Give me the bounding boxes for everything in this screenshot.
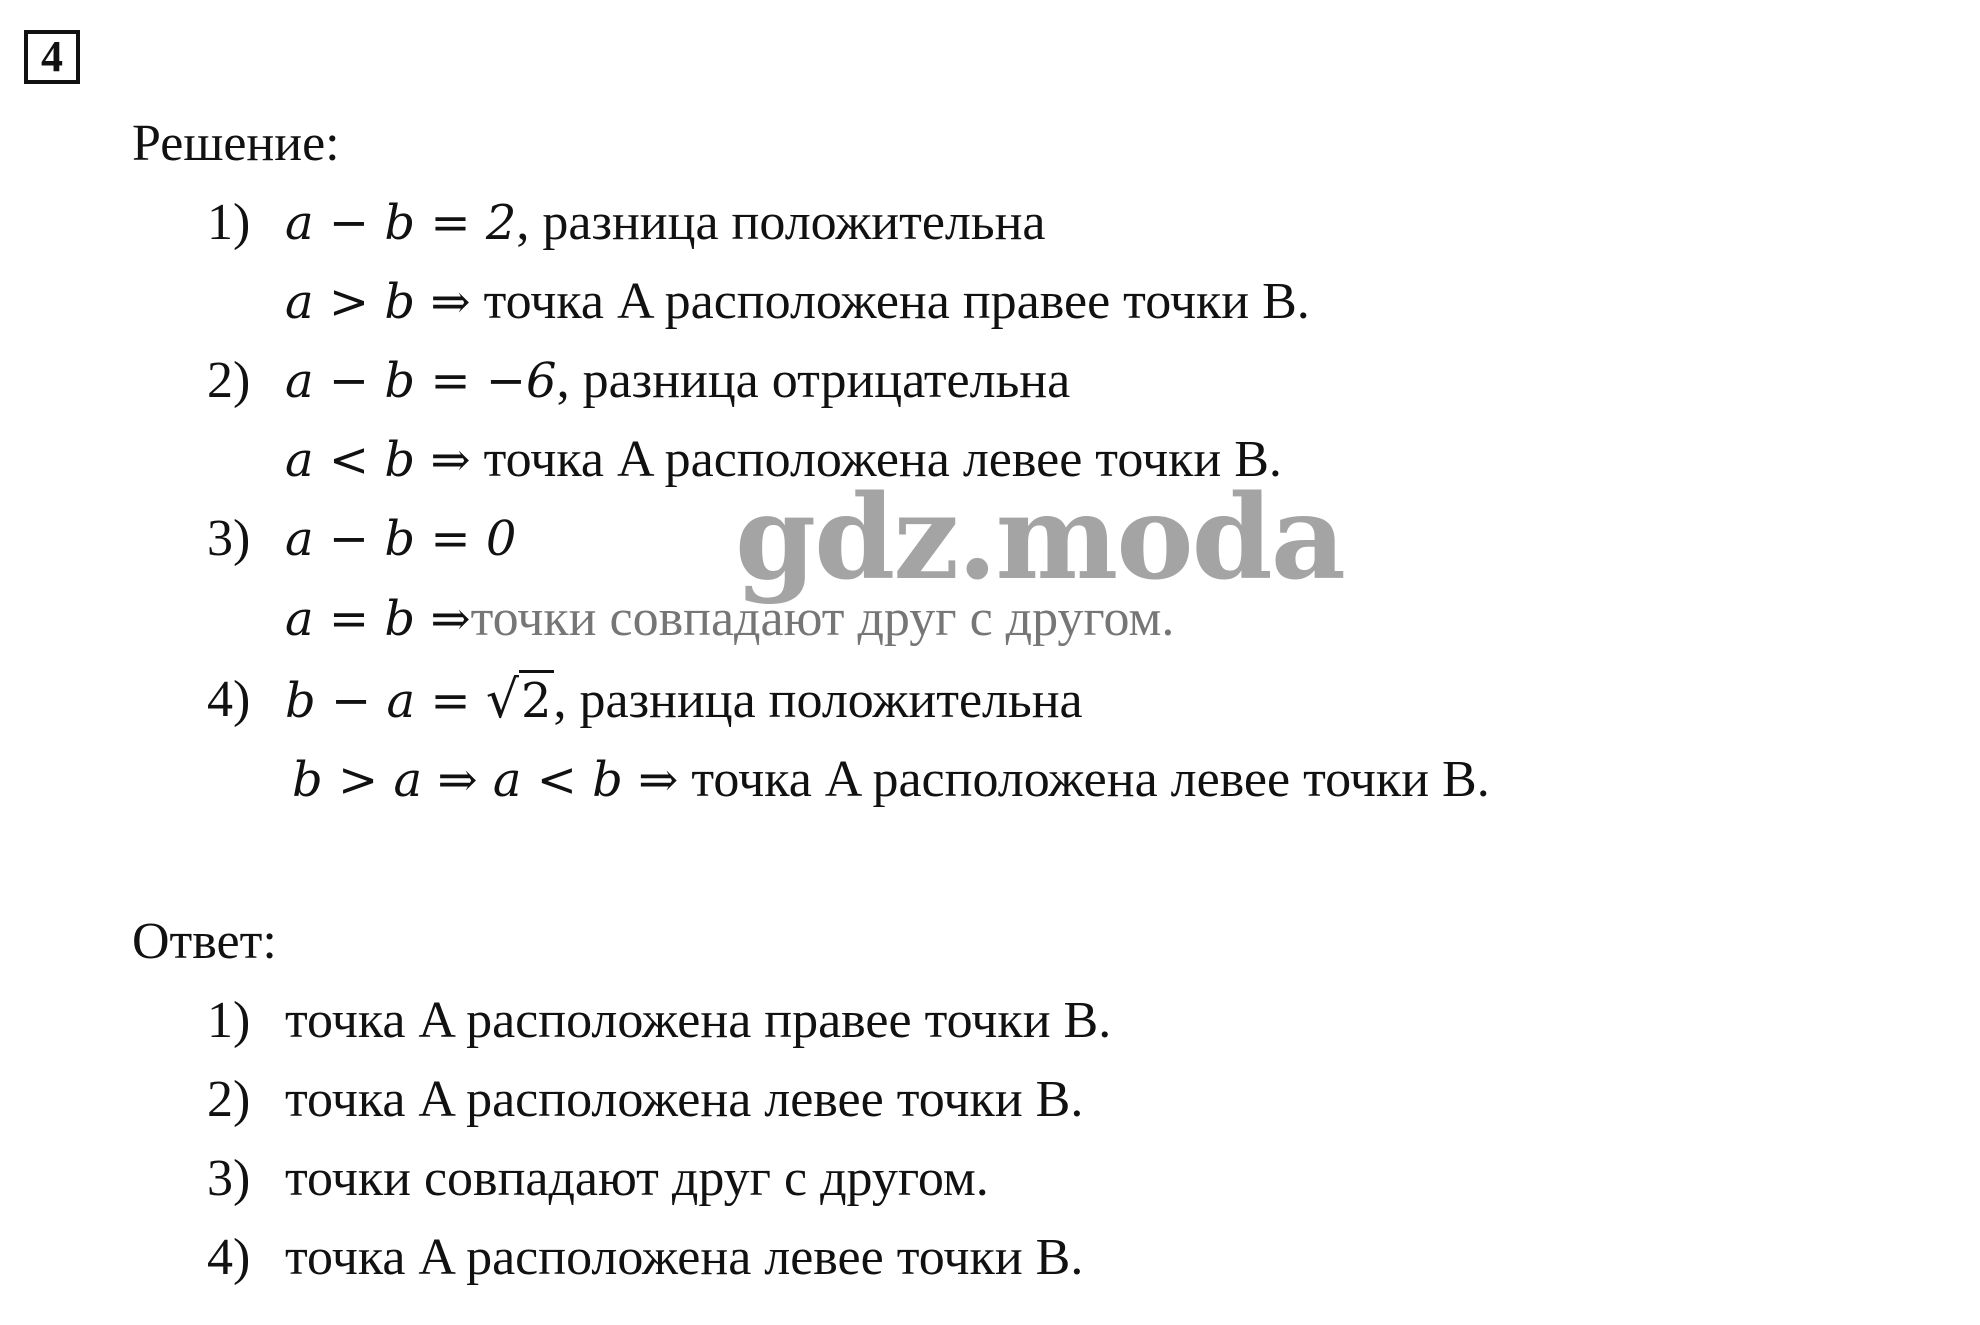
answer-item-3-number: 3) [207, 1150, 251, 1207]
solution-item-2-line-1 [285, 351, 1070, 411]
problem-number-box: 4 [24, 30, 80, 84]
solution-item-1-line-2 [285, 272, 1310, 332]
answer-item-2-number: 2) [207, 1071, 251, 1128]
answer-item-1-number: 1) [207, 992, 251, 1049]
inequality: a < b ⇒ [285, 432, 471, 488]
solution-item-4-line-1 [285, 670, 1083, 731]
conclusion-text: точка A расположена левее точки B. [470, 431, 1282, 488]
watermark-logo: gdz.moda [735, 470, 1344, 606]
equation: a − b = 2 [285, 195, 517, 251]
answer-heading: Ответ: [132, 913, 277, 970]
conclusion-text: точка A расположена правее точки B. [470, 273, 1310, 330]
solution-item-2-line-2 [285, 430, 1282, 490]
equation: b − a = [285, 673, 486, 729]
equation: a − b = 0 [285, 511, 517, 567]
answer-item-2-text: точка A расположена левее точки B. [285, 1071, 1084, 1128]
inequality-chain: b > a ⇒ a < b ⇒ [292, 752, 679, 808]
explanation-text: , разница положительна [516, 194, 1046, 251]
solution-item-3-line-2 [285, 589, 1174, 649]
solution-heading: Решение: [132, 115, 340, 172]
explanation-text: , разница отрицательна [556, 352, 1071, 409]
conclusion-text: точка A расположена левее точки B. [678, 751, 1490, 808]
explanation-text: , разница положительна [553, 672, 1083, 729]
solution-item-4-line-2 [292, 750, 1490, 810]
solution-item-1-line-1 [285, 193, 1045, 253]
solution-item-2-number: 2) [207, 352, 251, 409]
conclusion-text: точки совпадают друг с другом. [470, 590, 1175, 647]
solution-item-3-number: 3) [207, 510, 251, 567]
square-root-argument: 2 [519, 670, 554, 729]
solution-item-4-number: 4) [207, 671, 251, 728]
answer-item-4-number: 4) [207, 1229, 251, 1286]
answer-item-4-text: точка A расположена левее точки B. [285, 1229, 1084, 1286]
solution-item-1-number: 1) [207, 194, 251, 251]
inequality: a > b ⇒ [285, 274, 471, 330]
solution-item-3-line-1 [285, 509, 516, 569]
answer-item-3-text: точки совпадают друг с другом. [285, 1150, 989, 1207]
answer-item-1-text: точка A расположена правее точки B. [285, 992, 1112, 1049]
equation: a − b = −6 [285, 353, 557, 409]
square-root-symbol: √ [485, 670, 519, 730]
equality: a = b ⇒ [285, 591, 471, 647]
